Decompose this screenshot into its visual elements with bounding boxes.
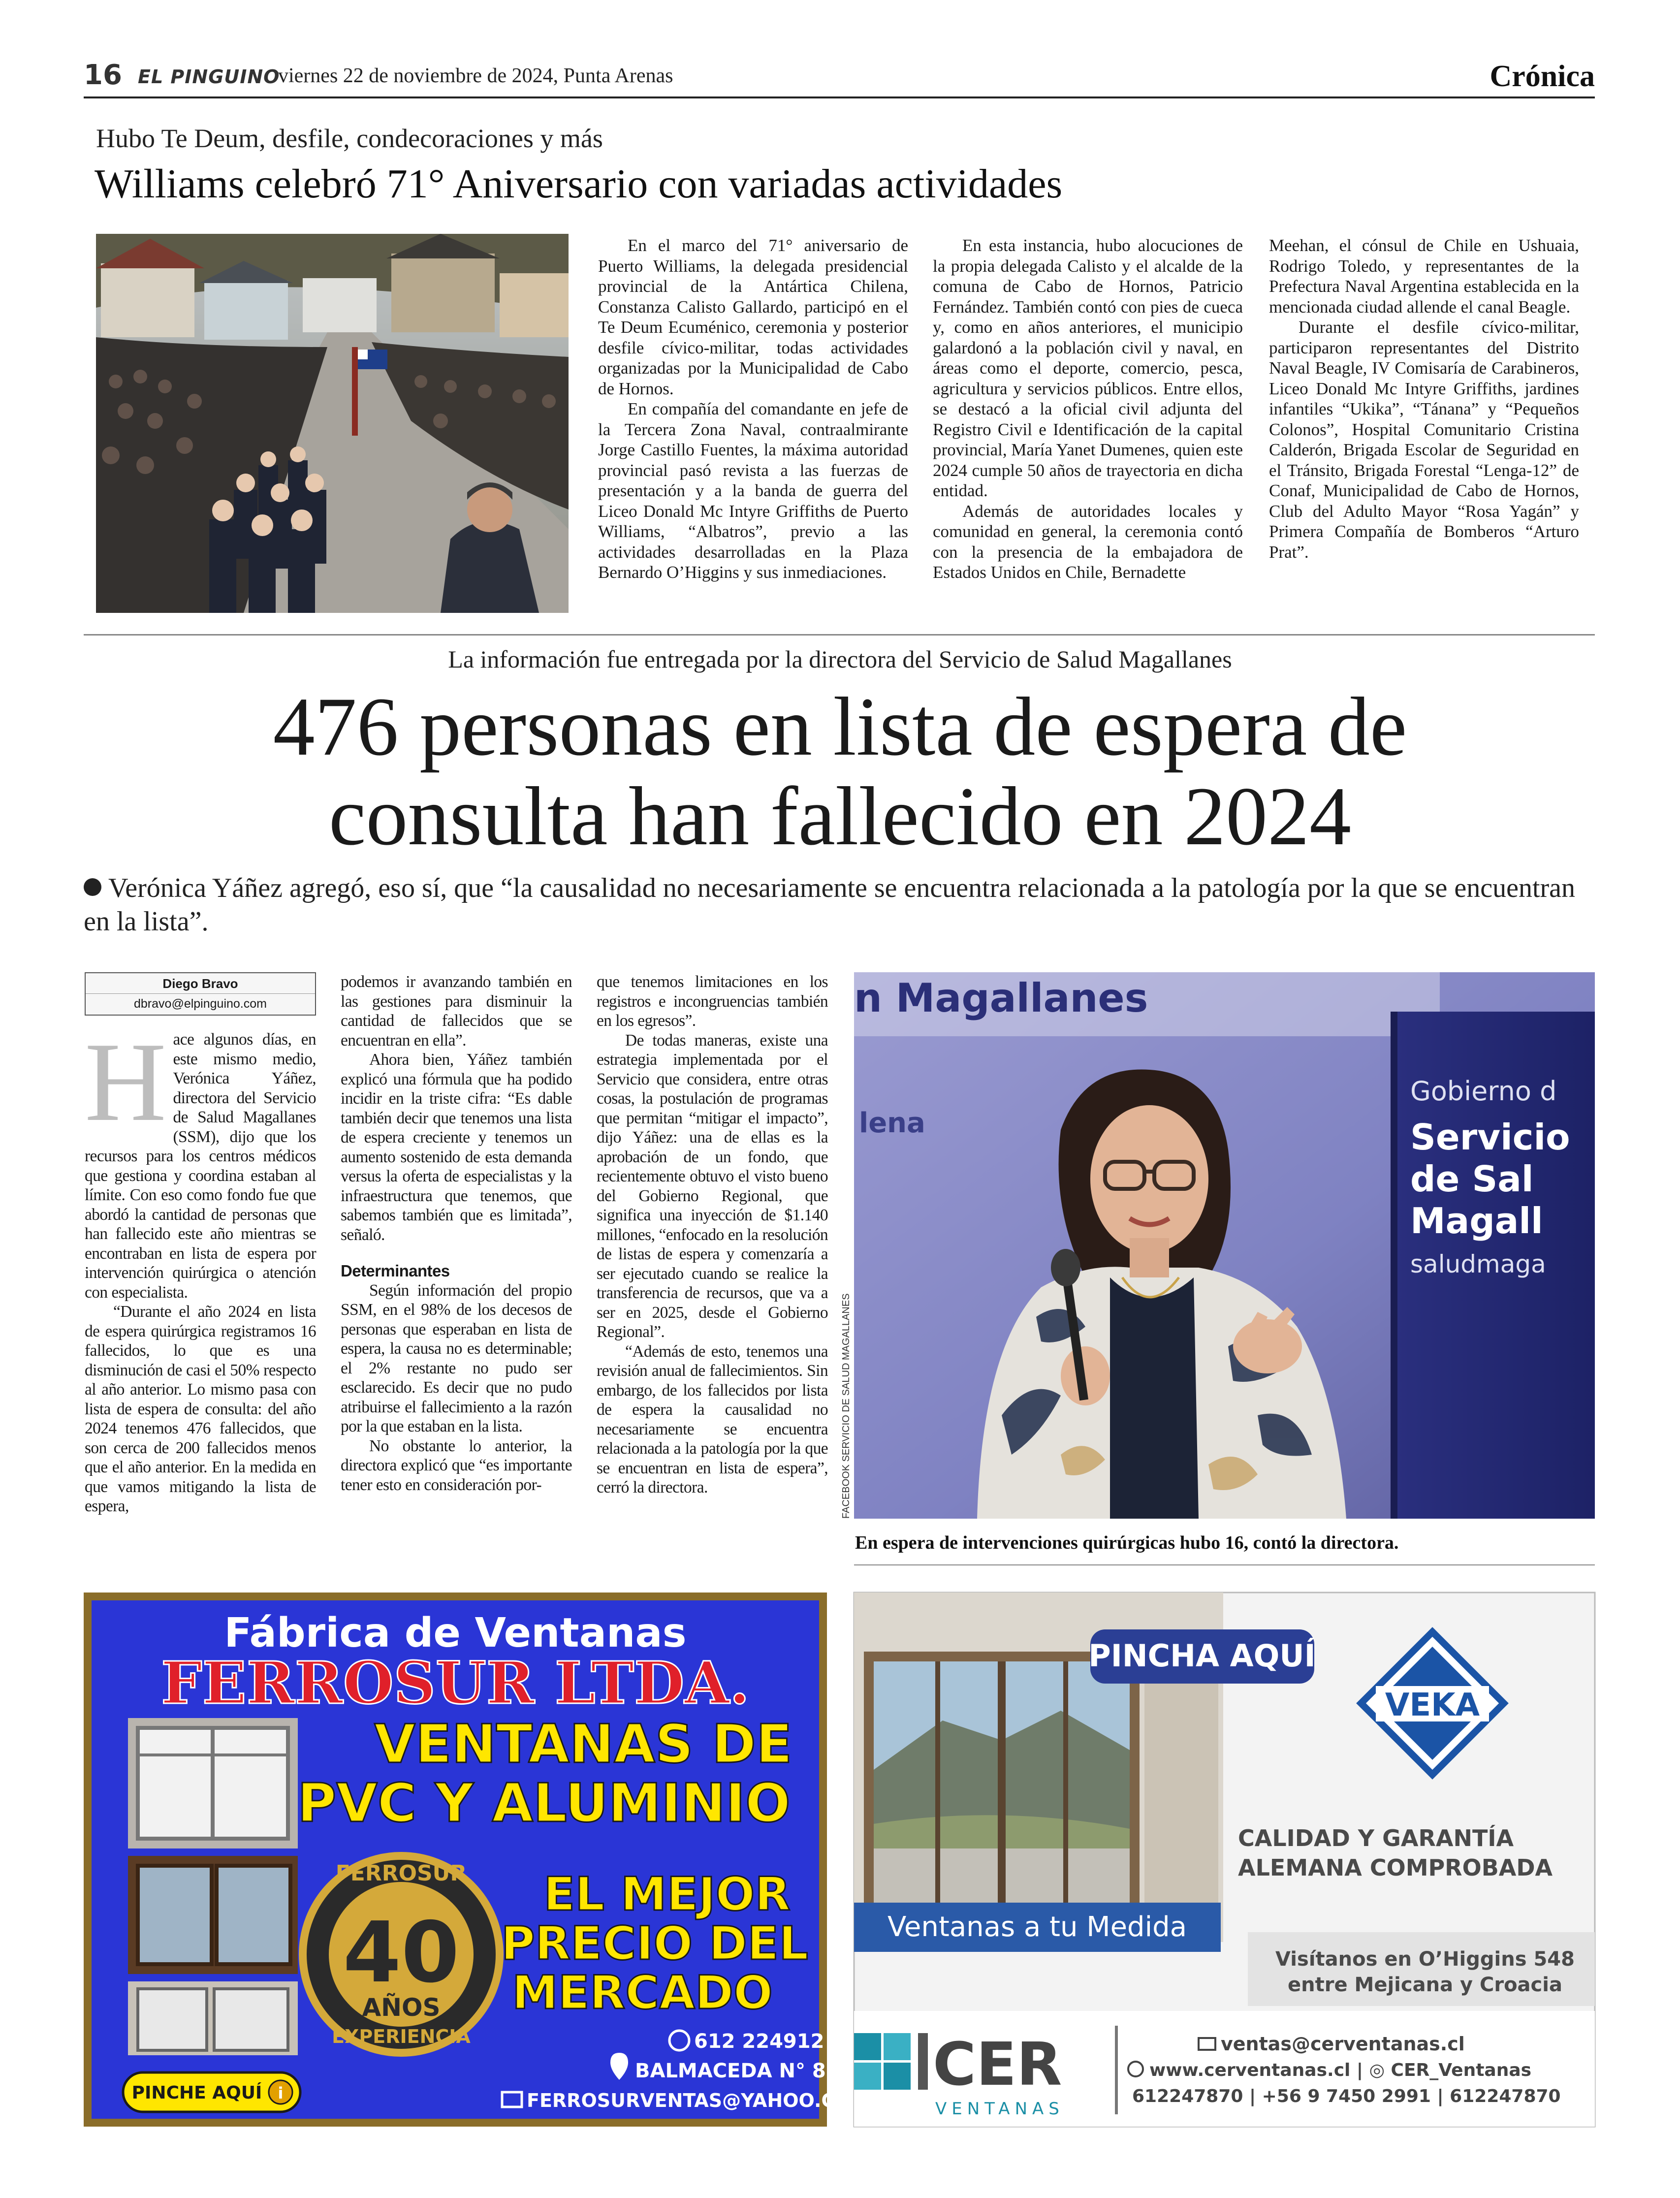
- summary-text: Verónica Yáñez agregó, eso sí, que “la causalidad no necesariamente se encuentra relacionada a la patología por la que se encuentran en la lista”.: [84, 873, 1576, 937]
- drop-cap: H: [85, 1019, 166, 1145]
- pinche-aqui-button[interactable]: [123, 2072, 300, 2112]
- phone-number: 612 224912: [694, 2030, 824, 2053]
- photo-credit: FACEBOOK SERVICIO DE SALUD MAGALLANES: [841, 1293, 852, 1519]
- veka-text: VEKA: [1385, 1687, 1480, 1723]
- paragraph: podemos ir avanzando también en las gestiones para disminuir la cantidad de fallecidos que se encuentran en ella”.: [341, 973, 572, 1050]
- badge-top-text: FERROSUR: [335, 1861, 467, 1886]
- banner-text: Ventanas a tu Medida: [887, 1911, 1187, 1943]
- caption-divider: [854, 1564, 1595, 1565]
- paragraph: Meehan, el cónsul de Chile en Ushuaia, Rodrigo Toledo, y representantes de la Prefectura Naval Argentina establecida en la mencionada ciudad allende el canal Beagle.: [1269, 236, 1579, 317]
- window-photo-1: [128, 1718, 298, 1848]
- quality-line-2: ALEMANA COMPROBADA: [1238, 1854, 1553, 1881]
- email-contact[interactable]: [502, 2090, 847, 2111]
- email-text: FERROSURVENTAS@YAHOO.CL: [527, 2090, 847, 2111]
- article2-column-3: [597, 972, 828, 1497]
- ad-line-1: VENTANAS DE: [374, 1714, 792, 1775]
- headline-line-2: consulta han fallecido en 2024: [328, 770, 1352, 862]
- slogan-line-3: MERCADO: [512, 1966, 773, 2020]
- window-photo-3: [128, 1981, 298, 2055]
- paragraph: De todas maneras, existe una estrategia implementada por el Servicio que considera, entre otras cosas, la postulación de programas que permitan “mitigar el impacto”, dijo Yáñez: una de ellas es la aprobación de un fondo, que recientemente obtuvo el visto bueno del Gobierno Regional, que significa una inyección de $1.140 millones, “enfocado en la resolución de listas de espera y comenzaría a ser ejecutado cuando se realice la transferencia de recursos, que va a ser en 2025, desde el Gobierno Regional”.: [597, 1031, 828, 1341]
- address-line-1: Visítanos en O’Higgins 548: [1275, 1948, 1575, 1971]
- page-header: [84, 59, 1595, 98]
- article1-kicker: Hubo Te Deum, desfile, condecoraciones y más: [96, 124, 603, 153]
- article-divider: [84, 634, 1595, 636]
- director-photo: [854, 972, 1595, 1519]
- quality-line-1: CALIDAD Y GARANTÍA: [1238, 1825, 1514, 1851]
- badge-bottom-text: EXPERIENCIA: [332, 2026, 471, 2047]
- button-label: PINCHA AQUÍ: [1088, 1638, 1316, 1674]
- subheading: Determinantes: [341, 1262, 450, 1280]
- article2-summary: [84, 871, 1600, 938]
- article1-column-3: [1269, 235, 1579, 562]
- article2-kicker: La información fue entregada por la directora del Servicio de Salud Magallanes: [448, 645, 1232, 673]
- svg-text:i: i: [278, 2084, 284, 2102]
- button-label: PINCHE AQUÍ: [131, 2083, 262, 2103]
- date-line: viernes 22 de noviembre de 2024, Punta Arenas: [278, 64, 673, 87]
- parade-photo: [96, 234, 569, 613]
- sign-text-4: Magall: [1410, 1200, 1543, 1242]
- sign-text-1: Gobierno d: [1410, 1076, 1557, 1107]
- paragraph: En compañía del comandante en jefe de la Tercera Zona Naval, contraalmirante Jorge Castillo Fuentes, la máxima autoridad provincial pasó revista a las fuerzas de presentación y a la banda de guerra del Liceo Donald Mc Intyre Griffiths de Puerto Williams, “Albatros”, previo a las actividades desarrolladas en la Plaza Bernardo O’Higgins y sus inmediaciones.: [598, 399, 908, 582]
- article2-column-2: [341, 972, 572, 1495]
- paragraph: Ahora bien, Yáñez también explicó una fórmula que ha podido incidir en la triste cifra: “Es dable también decir que tenemos una lista de espera creciente y tenemos un aumento sostenido de esta demanda versus la oferta de especialistas y la infraestructura que tenemos, que sabemos también que es limitada”, señaló.: [341, 1051, 572, 1244]
- paragraph: En el marco del 71° aniversario de Puerto Williams, la delegada presidencial provincial de la Antártica Chilena, Constanza Calisto Gallardo, participó en el Te Deum Ecuménico, ceremonia y posterior desfile cívico-militar, todas actividades organizadas por la Municipalidad de Cabo de Hornos.: [598, 236, 908, 398]
- cer-web-text: www.cerventanas.cl | ◎ CER_Ventanas: [1149, 2060, 1532, 2080]
- pincha-aqui-button[interactable]: [1088, 1629, 1315, 1684]
- paragraph: Según información del propio SSM, en el 98% de los decesos de personas que esperaban en lista de espera, la causa no es determinable; el 2% restante no pudo ser esclarecido. Es decir que no pudo atribuirse el fallecimiento a la razón por la que estaban en la lista.: [341, 1281, 572, 1435]
- article1-column-2: [933, 235, 1243, 583]
- newspaper-name: EL PINGUINO: [138, 66, 280, 88]
- backdrop-side-text: lena: [859, 1107, 925, 1139]
- paragraph: Durante el desfile cívico-militar, participaron representantes del Distrito Naval Beagle, IV Comisaría de Carabineros, Liceo Donald Mc Intyre Griffiths, jardines infantiles “Ukika”, “Tánana” y “Pequeños Colonos”, Hospital Comunitario Cristina Calderón, Brigada Escolar de Seguridad en el Tránsito, Brigada Forestal “Lenga-12” de Conaf, Municipalidad de Cabo de Hornos, Club del Adulto Mayor “Rosa Yagán” y Primera Compañía de Bomberos “Arturo Prat”.: [1269, 318, 1579, 562]
- slogan-line-1: EL MEJOR: [543, 1868, 791, 1921]
- article1-column-1: [598, 235, 908, 583]
- ferrosur-ad[interactable]: [84, 1593, 854, 2127]
- paragraph: que tenemos limitaciones en los registros e incongruencias también en los egresos”.: [597, 973, 828, 1030]
- paragraph: Hace algunos días, en este mismo medio, Verónica Yáñez, directora del Servicio de Salud Magallanes (SSM), dijo que los recursos para los centros médicos que gestiona y coordina estaban al límite. Con eso como fondo fue que abordó la cantidad de personas que han fallecido este año mientras se encontraban en lista de espera por intervención quirúrgica o atención con especialista.: [85, 1019, 316, 1302]
- author-name: Diego Bravo: [86, 973, 315, 994]
- cer-logo-subtext: VENTANAS: [935, 2099, 1064, 2119]
- address-line-2: entre Mejicana y Croacia: [1288, 1974, 1562, 1996]
- cer-web[interactable]: [1128, 2060, 1531, 2080]
- ad-line-2: PVC Y ALUMINIO: [297, 1773, 791, 1834]
- paragraph: Además de autoridades locales y comunidad en general, la ceremonia contó con la presencia de la embajadora de Estados Unidos en Chile, Bernadette: [933, 501, 1243, 582]
- cer-logo-text: CER: [933, 2031, 1062, 2099]
- cer-phones: 612247870 | +56 9 7450 2991 | 612247870: [1132, 2086, 1561, 2106]
- experience-badge: [303, 1856, 500, 2053]
- article2-headline[interactable]: [0, 682, 1680, 861]
- window-photo-2: [128, 1856, 298, 1974]
- sign-text-2: Servicio: [1410, 1116, 1570, 1158]
- headline-line-1: 476 personas en lista de espera de: [273, 680, 1407, 773]
- paragraph: En esta instancia, hubo alocuciones de la propia delegada Calisto y el alcalde de la comuna de Cabo de Hornos, Patricio Fernández. También contó con pies de cueca y, como en años anteriores, el municipio galardonó a la población civil y naval, en áreas como el deporte, comercio, pesca, agricultura y servicios públicos. Entre ellos, se destacó a la oficial civil adjunta del Registro Civil e Identificación de la capital provincial, María Yanet Dumenes, quien este 2024 cumple 50 años de trayectoria en dicha entidad.: [933, 236, 1243, 500]
- page-number: 16: [84, 59, 122, 91]
- cer-email[interactable]: [1199, 2033, 1465, 2055]
- badge-years: AÑOS: [362, 1993, 441, 2022]
- article1-headline[interactable]: Williams celebró 71° Aniversario con variadas actividades: [95, 161, 1063, 207]
- paragraph: No obstante lo anterior, la directora explicó que “es importante tener esto en consideración por-: [341, 1436, 572, 1494]
- paragraph: “Durante el año 2024 en lista de espera quirúrgica registramos 16 fallecidos, lo que es una disminución de casi el 50% respecto al año anterior. Lo mismo pasa con lista de espera de consulta: del año 2024 tenemos 476 fallecidos, que son cerca de 200 fallecidos menos que el año anterior. En la medida en que vamos mitigando la lista de espera,: [85, 1303, 316, 1515]
- cer-ventanas-ad[interactable]: [854, 1593, 1595, 2127]
- author-email[interactable]: dbravo@elpinguino.com: [134, 997, 267, 1011]
- backdrop-banner-text: n Magallanes: [854, 975, 1148, 1021]
- address-text: BALMACEDA N° 854: [635, 2060, 854, 2082]
- ad-title: Fábrica de Ventanas: [224, 1610, 687, 1656]
- section-name: Crónica: [1490, 60, 1595, 93]
- article2-column-1: [85, 1019, 316, 1516]
- bullet-icon: [84, 878, 101, 896]
- badge-number: 40: [343, 1904, 460, 2002]
- photo-caption: En espera de intervenciones quirúrgicas hubo 16, contó la directora.: [855, 1532, 1399, 1553]
- paragraph: “Además de esto, tenemos una revisión anual de fallecimientos. Sin embargo, de los fallecidos por lista de espera la causalidad no necesariamente se encuentra relacionada a la patología por la que se encuentran en lista de espera”, cerró la directora.: [597, 1342, 828, 1497]
- slogan-line-2: PRECIO DEL: [501, 1917, 809, 1971]
- ad-company: FERROSUR LTDA.: [160, 1649, 750, 1717]
- sign-text-3: de Sal: [1410, 1158, 1534, 1200]
- byline-box: [85, 972, 316, 1016]
- ventanas-banner: [854, 1903, 1221, 1952]
- cer-email-text: ventas@cerventanas.cl: [1221, 2033, 1465, 2055]
- sign-text-5: saludmaga: [1410, 1250, 1546, 1278]
